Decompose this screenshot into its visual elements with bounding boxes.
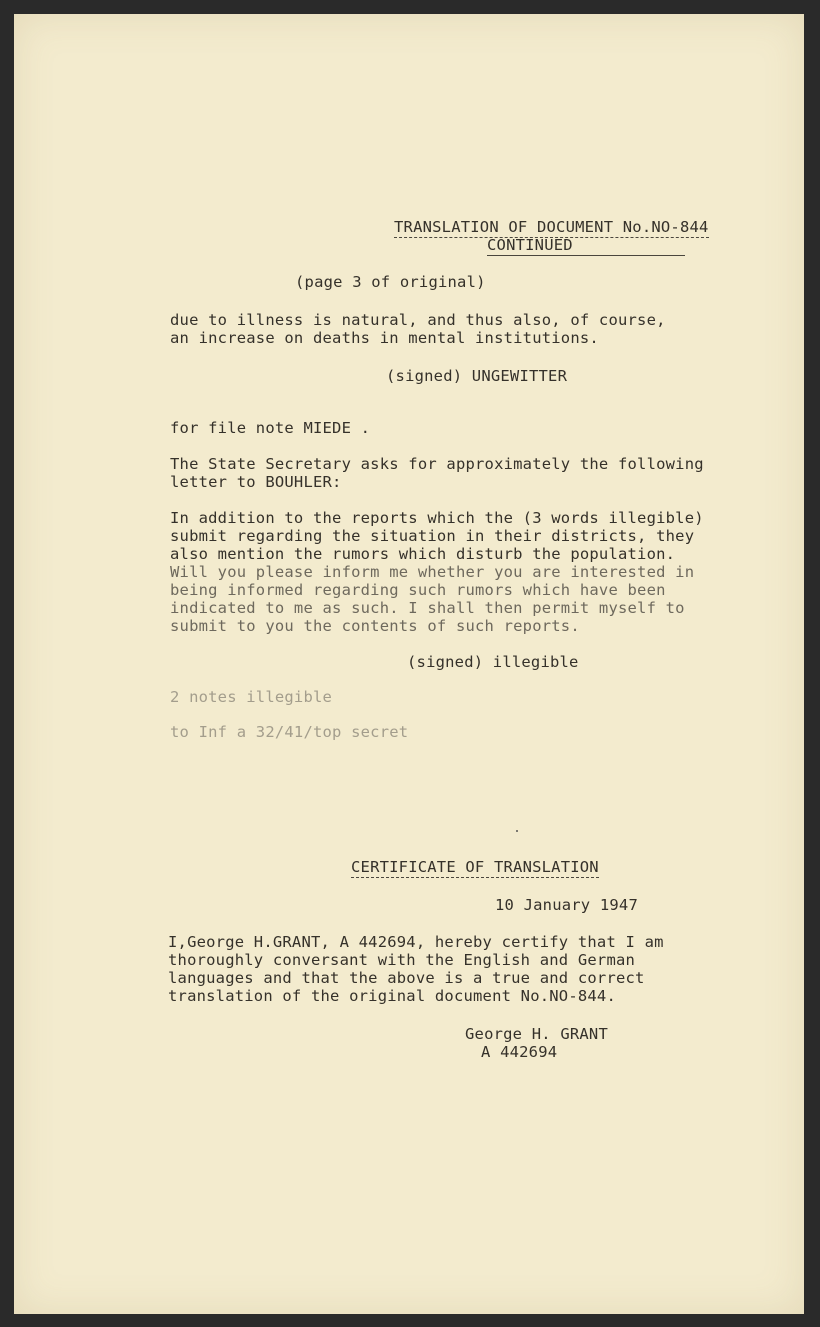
letter-line: also mention the rumors which disturb the population. xyxy=(170,545,676,563)
document-title: TRANSLATION OF DOCUMENT No.NO-844 xyxy=(394,218,709,236)
page-reference: (page 3 of original) xyxy=(295,273,486,291)
certificate-line: I,George H.GRANT, A 442694, hereby certify that I am xyxy=(168,933,664,951)
letter-line: Will you please inform me whether you are interested in xyxy=(170,563,695,581)
letter-line: submit regarding the situation in their districts, they xyxy=(170,527,695,545)
letter-line: submit to you the contents of such reports. xyxy=(170,617,580,635)
signature-ungewitter: (signed) UNGEWITTER xyxy=(386,367,568,385)
note-reference: to Inf a 32/41/top secret xyxy=(170,723,409,741)
translator-id: A 442694 xyxy=(481,1043,558,1061)
certificate-line: translation of the original document No.NO-844. xyxy=(168,987,616,1005)
certificate-date: 10 January 1947 xyxy=(495,896,638,914)
paragraph-line: The State Secretary asks for approximately the following xyxy=(170,455,704,473)
certificate-title: CERTIFICATE OF TRANSLATION xyxy=(351,858,599,876)
letter-line: indicated to me as such. I shall then permit myself to xyxy=(170,599,685,617)
letter-line: In addition to the reports which the (3 words illegible) xyxy=(170,509,704,527)
translator-name: George H. GRANT xyxy=(465,1025,608,1043)
paragraph-line: due to illness is natural, and thus also, of course, xyxy=(170,311,666,329)
paragraph-line: letter to BOUHLER: xyxy=(170,473,342,491)
paragraph-line: an increase on deaths in mental institutions. xyxy=(170,329,599,347)
note-illegible: 2 notes illegible xyxy=(170,688,333,706)
certificate-line: thoroughly conversant with the English and German xyxy=(168,951,636,969)
paper-sheet xyxy=(14,14,804,1314)
certificate-line: languages and that the above is a true and correct xyxy=(168,969,645,987)
signature-illegible: (signed) illegible xyxy=(407,653,579,671)
paper-speck xyxy=(516,830,518,832)
letter-line: being informed regarding such rumors which have been xyxy=(170,581,666,599)
document-subtitle: CONTINUED xyxy=(487,236,685,256)
file-note: for file note MIEDE . xyxy=(170,419,371,437)
